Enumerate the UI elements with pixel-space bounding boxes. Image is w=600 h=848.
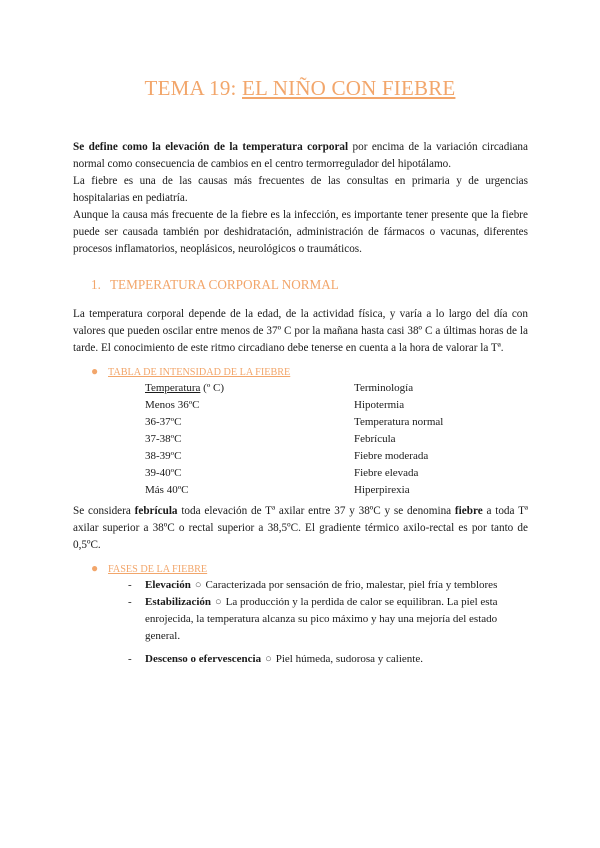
febricula-text-a: Se considera bbox=[73, 505, 135, 517]
dash-marker: - bbox=[128, 653, 132, 665]
section-title: TEMPERATURA CORPORAL NORMAL bbox=[110, 277, 339, 292]
section1-paragraph: La temperatura corporal depende de la edad, de la actividad física, y varía a lo largo del día con valores que pueden oscilar entre menos de 37º C por la mañana hasta casi 38º C a últimas horas de la tarde. El conocimiento de este ritmo circadiano debe tenerse en cuenta a la hora de valorar la Tª. bbox=[73, 308, 528, 354]
phase-name: Descenso o efervescencia bbox=[145, 653, 262, 665]
circle-bullet-icon: ○ bbox=[265, 653, 272, 665]
list-item bbox=[128, 594, 528, 645]
header-temperature bbox=[145, 382, 224, 394]
phase-desc: Piel húmeda, sudorosa y caliente. bbox=[275, 653, 423, 665]
term-cell: Fiebre moderada bbox=[354, 450, 429, 462]
title-main: EL NIÑO CON FIEBRE bbox=[242, 76, 456, 100]
phase-desc: Caracterizada por sensación de frio, malestar, piel fría y temblores bbox=[205, 579, 498, 591]
list-item bbox=[128, 577, 528, 594]
term-cell: Hipotermia bbox=[354, 399, 405, 411]
febricula-bold: febrícula bbox=[134, 505, 178, 517]
temp-cell: 39-40ºC bbox=[145, 467, 182, 479]
phases-list bbox=[128, 577, 528, 668]
page-title bbox=[0, 76, 600, 101]
list-item bbox=[128, 651, 528, 668]
temp-cell: Más 40ºC bbox=[145, 484, 189, 496]
intro-paragraph-3: Aunque la causa más frecuente de la fiebre es la infección, es importante tener presente que la fiebre puede ser causada también por deshidratación, administración de fármacos o vacunas, diferentes procesos inflamatorios, neoplásicos, neurológicos o traumáticos. bbox=[73, 209, 528, 255]
phase-name: Estabilización bbox=[145, 596, 212, 608]
phase-desc: La producción y la perdida de calor se equilibran. La piel esta enrojecida, la temperatura alcanza su pico máximo y hay una mejoría del estado general. bbox=[145, 596, 498, 642]
febricula-paragraph bbox=[73, 503, 528, 554]
temp-cell: 36-37ºC bbox=[145, 416, 182, 428]
table-heading bbox=[91, 364, 290, 379]
table-heading-label: TABLA DE INTENSIDAD DE LA FIEBRE bbox=[108, 367, 291, 378]
dash-marker: - bbox=[128, 579, 132, 591]
fiebre-bold: fiebre bbox=[454, 505, 483, 517]
febricula-text-c: toda elevación de Tª axilar entre 37 y 38ºC y se denomina bbox=[177, 505, 455, 517]
febricula-text-e: a toda Tª axilar superior a 38ºC o rectal superior a 38,5ºC. El gradiente térmico axilo-rectal es por tanto de 0,5ºC. bbox=[73, 505, 528, 551]
intro-paragraph-2: La fiebre es una de las causas más frecuentes de las consultas en primaria y de urgencias hospitalarias en pediatría. bbox=[73, 175, 528, 204]
header-terminology: Terminología bbox=[354, 382, 414, 394]
term-cell: Temperatura normal bbox=[354, 416, 444, 428]
header-temperature-unit: (º C) bbox=[200, 382, 224, 394]
temp-cell: 37-38ºC bbox=[145, 433, 182, 445]
circle-bullet-icon: ○ bbox=[215, 596, 222, 608]
term-cell: Febrícula bbox=[354, 433, 396, 445]
bullet-icon: ● bbox=[91, 561, 99, 575]
section-heading-temperatura bbox=[91, 277, 339, 293]
header-temperature-label: Temperatura bbox=[145, 382, 201, 394]
term-cell: Hiperpirexia bbox=[354, 484, 410, 496]
title-prefix: TEMA 19: bbox=[144, 76, 243, 100]
temp-cell: 38-39ºC bbox=[145, 450, 182, 462]
phases-heading bbox=[91, 561, 207, 576]
phases-heading-label: FASES DE LA FIEBRE bbox=[108, 564, 208, 575]
section-number: 1. bbox=[91, 277, 101, 292]
definition-rest: por encima de la variación circadiana normal como consecuencia de cambios en el centro termorregulador del hipotálamo. bbox=[73, 141, 528, 170]
bullet-icon: ● bbox=[91, 364, 99, 378]
definition-bold: Se define como la elevación de la temperatura corporal bbox=[73, 141, 349, 153]
intro-paragraph-1 bbox=[73, 139, 528, 173]
temp-cell: Menos 36ºC bbox=[145, 399, 200, 411]
dash-marker: - bbox=[128, 596, 132, 608]
term-cell: Fiebre elevada bbox=[354, 467, 419, 479]
phase-name: Elevación bbox=[145, 579, 191, 591]
circle-bullet-icon: ○ bbox=[194, 579, 202, 591]
